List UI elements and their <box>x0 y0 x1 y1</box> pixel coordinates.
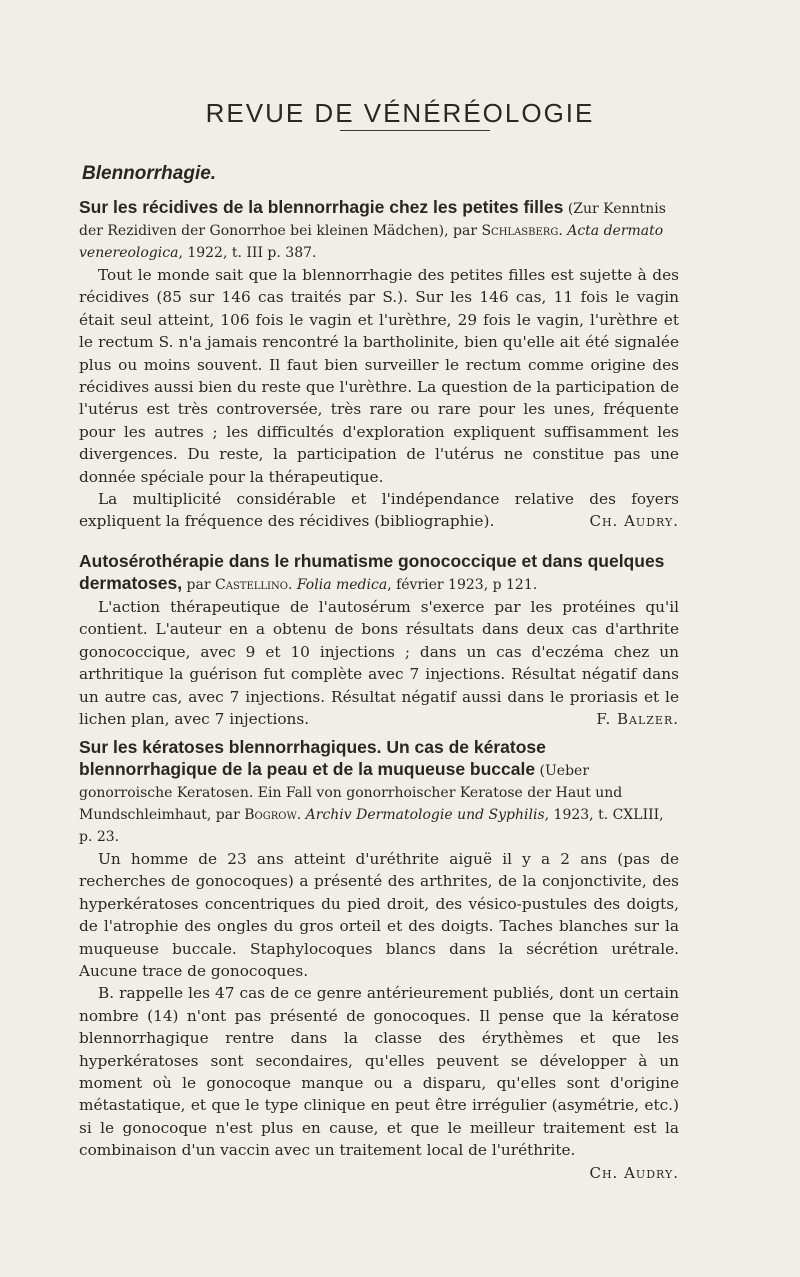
article-2-meta-sep: . <box>287 577 297 593</box>
article-3-signature: Ch. Audry. <box>589 1163 679 1182</box>
page-header: REVUE DE VÉNÉRÉOLOGIE <box>205 98 595 128</box>
article-1-paragraph-2 <box>79 488 679 533</box>
article-3-author: Bogrow <box>244 807 297 823</box>
article-3-paragraph-1: Un homme de 23 ans atteint d'uréthrite aiguë il y a 2 ans (pas de recherches de gonocoques) a présenté des arthrites, de la conjonctivite, des hyperkératoses concentriques du pied droit, des vésico-pustules des doigts, de l'atrophie des ongles du gros orteil et des doigts. Taches blanches sur la muqueuse buccale. Staphylocoques blancs dans la sécrétion urétrale. Aucune trace de gonocoques. <box>79 850 679 981</box>
article-1-author: Schlasberg <box>481 223 559 239</box>
article-3-journal: Archiv Dermatologie und Syphilis <box>305 807 545 823</box>
article-2-title: Autosérothérapie dans le rhumatisme gonococcique et dans quelques dermatoses, <box>79 551 665 593</box>
article-3 <box>79 736 679 1184</box>
article-1-title: Sur les récidives de la blennorrhagie chez les petites filles <box>79 197 564 217</box>
article-2-paragraph-1 <box>79 596 679 730</box>
article-3-meta: (Ueber gonorroische Keratosen. Ein Fall von gonorrhoischer Keratose der Haut und Mundschleimhaut, par <box>79 763 623 823</box>
article-2-journal: Folia medica <box>296 577 388 593</box>
header-rule <box>340 130 490 131</box>
article-2-author: Castellino <box>215 577 288 593</box>
article-1-ref: , 1922, t. III p. 387. <box>178 245 317 261</box>
article-1-signature: Ch. Audry. <box>589 512 679 531</box>
article-1-journal: Acta dermato venereologica <box>79 223 664 261</box>
article-2 <box>79 550 679 730</box>
article-1 <box>79 196 679 533</box>
article-2-meta: par <box>182 577 216 593</box>
article-1-paragraph-2-text: La multiplicité considérable et l'indépendance relative des foyers expliquent la fréquence des récidives (bibliographie). <box>79 490 679 531</box>
article-2-heading <box>79 550 679 596</box>
article-3-paragraph-2 <box>79 982 679 1182</box>
article-3-heading <box>79 736 679 848</box>
article-3-ref: , 1923, t. CXLIII, p. 23. <box>79 807 664 845</box>
article-3-meta-sep: . <box>296 807 306 823</box>
article-1-meta-sep: . <box>558 223 568 239</box>
article-3-paragraph-2-text: B. rappelle les 47 cas de ce genre antérieurement publiés, dont un certain nombre (14) n'ont pas présenté de gonocoques. Il pense que la kératose blennorrhagique rentre dans la classe des érythèmes et que les hyperkératoses sont secondaires, qu'elles peuvent se développer à un moment où le gonocoque manque ou a disparu, qu'elles sont d'origine métastatique, et que le type clinique en peut être irrégulier (asymétrie, etc.) si le gonocoque n'est plus en cause, et que le meilleur traitement est la combinaison d'un vaccin avec un traitement local de l'uréthrite. <box>79 984 679 1160</box>
article-1-paragraph-1: Tout le monde sait que la blennorrhagie des petites filles est sujette à des récidives (85 sur 146 cas traités par S.). Sur les 146 cas, 11 fois le vagin était seul atteint, 106 fois le vagin et l'urèthre, 29 fois le vagin, l'urèthre et le rectum S. n'a jamais rencontré la bartholinite, bien qu'elle ait été signalée plus ou moins souvent. Il faut bien surveiller le rectum comme origine des récidives aussi bien du reste que l'urèthre. La question de la participation de l'utérus est très controversée, très rare ou rare pour les unes, fréquente pour les autres ; les difficultés d'exploration expliquent suffisamment les divergences. Du reste, la participation de l'utérus ne constitue pas une donnée spéciale pour la thérapeutique. <box>79 266 679 486</box>
article-2-ref: , février 1923, p 121. <box>387 577 538 593</box>
section-title: Blennorrhagie. <box>82 163 217 184</box>
article-1-meta: (Zur Kenntnis der Rezidiven der Gonorrhoe bei kleinen Mädchen), par <box>79 201 666 239</box>
article-1-heading <box>79 196 679 264</box>
article-3-title: Sur les kératoses blennorrhagiques. Un cas de kératose blennorrhagique de la peau et de la muqueuse buccale <box>79 737 546 779</box>
article-2-paragraph-1-text: L'action thérapeutique de l'autosérum s'exerce par les protéines qu'il contient. L'auteur en a obtenu de bons résultats dans deux cas d'arthrite gonococcique, avec 9 et 10 injections ; dans un cas d'eczéma chez un arthritique la guérison fut complète avec 7 injections. Résultat négatif dans un autre cas, avec 7 injections. Résultat négatif aussi dans le proriasis et le lichen plan, avec 7 injections. <box>79 598 679 729</box>
article-2-signature: F. Balzer. <box>596 710 679 729</box>
